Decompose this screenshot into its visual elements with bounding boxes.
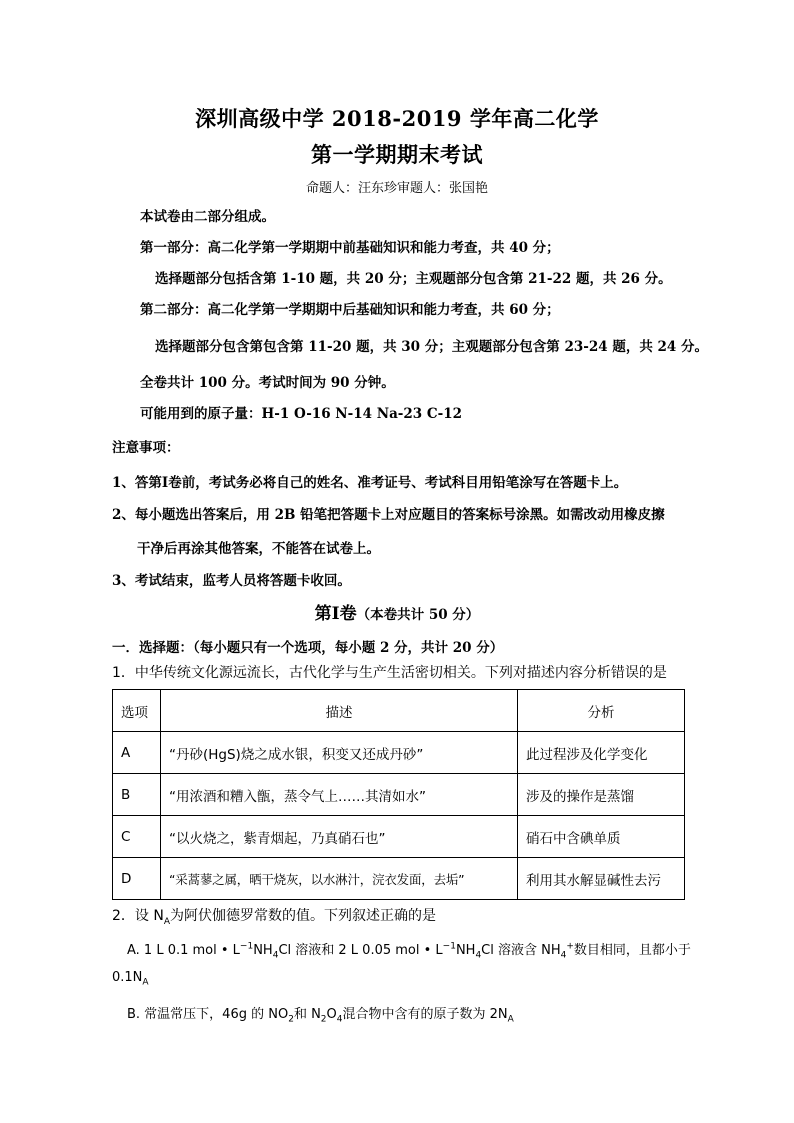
question-2-stem [112,905,436,927]
table-cell-analysis: 硝石中含碘单质 [518,816,685,858]
table-header-description: 描述 [161,690,518,732]
exam-title-line1: 深圳高级中学 2018-2019 学年高二化学 [195,106,599,131]
table-cell-option: D [113,858,161,900]
table-cell-analysis: 涉及的操作是蒸馏 [518,774,685,816]
option-sub: 4 [560,950,567,961]
notes-item-2b: 干净后再涂其他答案，不能答在试卷上。 [137,541,380,557]
part-heading-row [112,636,503,656]
option-text: 混合物中含有的原子数为 2N [342,1007,508,1022]
question-2-option-a-cont [112,970,149,988]
option-sub: 4 [272,950,279,961]
q2-stem-text: 为阿伏伽德罗常数的值。下列叙述正确的是 [170,908,437,924]
exam-title-line2: 第一学期期末考试 [311,142,483,167]
option-text: Cl 溶液和 2 L 0.05 mol • L [278,943,443,958]
notes-item-1: 1、答第Ⅰ卷前，考试务必将自己的姓名、准考证号、考试科目用铅笔涂写在答题卡上。 [112,475,628,491]
intro-part1: 第一部分：高二化学第一学期期中前基础知识和能力考查，共 40 分； [140,240,560,256]
question-2-option-b [127,1003,514,1025]
option-text: 数目相同，且都小于 [573,943,691,958]
option-sub: A [142,977,149,988]
part-note: （每小题只有一个选项，每小题 2 分，共计 20 分） [193,640,504,656]
table-cell-description: “用浓酒和糟入甑，蒸令气上……其清如水” [161,774,518,816]
notes-item-3: 3、考试结束，监考人员将答题卡收回。 [112,573,351,589]
q2-stem-text: 2．设 N [112,908,164,924]
table-cell-option: A [113,732,161,774]
intro-total: 全卷共计 100 分。考试时间为 90 分钟。 [140,375,395,391]
option-sup: −1 [239,941,254,952]
question-2-option-a [127,939,691,961]
option-sup: −1 [442,941,456,952]
option-sup: + [566,941,574,952]
option-sub: 2 [288,1014,294,1025]
option-text: O [326,1007,337,1022]
table-row [113,732,685,774]
exam-authors: 命题人：汪东珍审题人：张国艳 [305,181,488,196]
intro-part2: 第二部分：高二化学第一学期期中后基础知识和能力考查，共 60 分； [140,302,560,318]
table-cell-option: C [113,816,161,858]
option-sub: 4 [475,950,482,961]
table-row [113,858,685,900]
table-cell-description: “采蒿蓼之属，晒干烧灰，以水淋汁，浣衣发面，去垢” [161,858,518,900]
table-header-row [113,690,685,732]
question-1-stem: 1．中华传统文化源远流长，古代化学与生产生活密切相关。下列对描述内容分析错误的是 [112,665,667,681]
section-title-note: （本卷共计 50 分） [356,607,480,623]
intro-atomic-mass: 可能用到的原子量：H-1 O-16 N-14 Na-23 C-12 [140,406,463,422]
option-text: 和 N [293,1007,321,1022]
intro-part2-detail: 选择题部分包含第包含第 11-20 题，共 30 分；主观题部分包含第 23-24 题，共 24 分。 [155,339,709,355]
option-text: NH [455,943,476,958]
option-sub: A [507,1014,514,1025]
table-row [113,816,685,858]
section-title-main: 第Ⅰ卷 [314,604,357,624]
section-title [0,599,794,624]
table-cell-analysis: 此过程涉及化学变化 [518,732,685,774]
notes-heading: 注意事项： [112,440,180,456]
table-header-analysis: 分析 [518,690,685,732]
option-sub: 4 [336,1014,343,1025]
notes-item-2a: 2、每小题选出答案后，用 2B 铅笔把答题卡上对应题目的答案标号涂黑。如需改动用橡皮擦 [112,507,665,523]
option-text: Cl 溶液含 NH [481,943,561,958]
table-cell-description: “以火烧之，紫青烟起，乃真硝石也” [161,816,518,858]
table-cell-analysis: 利用其水解显碱性去污 [518,858,685,900]
intro-composition: 本试卷由二部分组成。 [140,209,275,225]
option-text: NH [253,943,273,958]
q2-stem-sub: A [163,916,171,927]
table-cell-description: “丹砂(HgS)烧之成水银，积变又还成丹砂” [161,732,518,774]
table-row [113,774,685,816]
option-text: 0.1N [112,970,143,985]
option-sub: 2 [320,1014,327,1025]
option-text: A. 1 L 0.1 mol • L [127,943,240,958]
question-1-table [112,689,685,900]
table-cell-option: B [113,774,161,816]
intro-part1-detail: 选择题部分包括含第 1-10 题，共 20 分；主观题部分包含第 21-22 题，共 26 分。 [155,271,672,287]
table-header-option: 选项 [113,690,161,732]
option-text: B. 常温常压下，46g 的 NO [127,1007,289,1022]
part-heading: 一．选择题： [112,640,193,656]
